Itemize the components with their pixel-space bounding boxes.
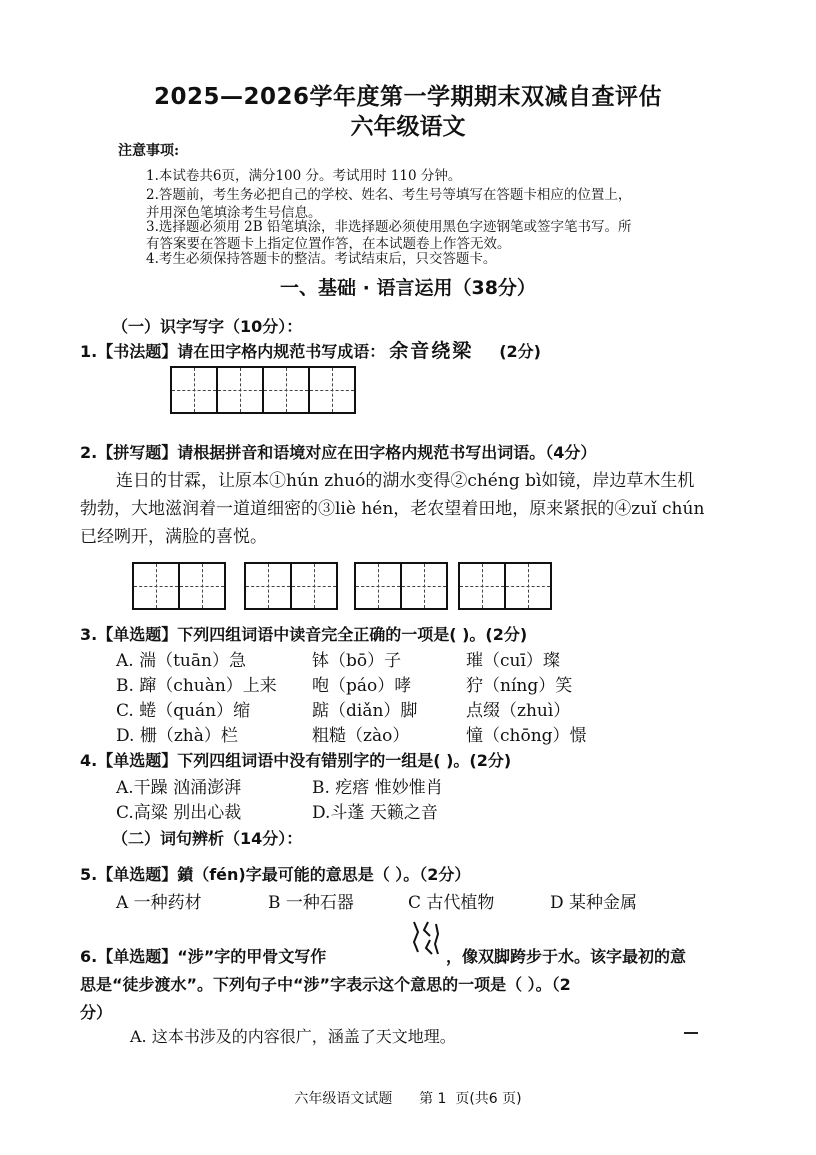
option-word: 点缀（zhuì） [466,701,571,721]
grid-cell[interactable] [458,562,506,610]
option-word: D. 栅（zhà）栏 [116,726,238,746]
page-footer: 六年级语文试题 第 1 页(共6 页) [294,1091,522,1107]
grid-cell[interactable] [216,366,264,414]
grid-cell[interactable] [308,366,356,414]
idiom: 余音绕梁 [389,340,474,362]
option-word: B. 蹿（chuàn）上来 [116,676,277,696]
question-5: 5.【单选题】鐼（fén)字最可能的意思是（ ）。（2分） [80,865,471,884]
option-a [312,646,401,671]
option-b: B 一种石器 [268,893,354,913]
question-6-line: ，像双脚跨步于水。该字最初的意 [446,947,687,966]
option-word: 踮（diǎn）脚 [312,701,418,721]
question-1 [80,336,541,363]
notes-heading: 注意事项: [118,143,180,159]
question-6-line: 思是“徒步渡水”。下列句子中“涉”字表示这个意思的一项是（ ）。（2 [80,975,571,994]
option-word: 粗糙（zào） [312,726,410,746]
note-line: 3.选择题必须用 2B 铅笔填涂，非选择题必须使用黑色字迹钢笔或签字笔书写。所 [146,219,632,235]
option-b [466,671,572,696]
grid-cell[interactable] [170,366,218,414]
writing-grid-q2-2[interactable] [244,562,336,610]
option-word: 钵（bō）子 [312,651,402,671]
option-b [312,671,411,696]
option-a [116,646,246,671]
writing-grid-q2-4[interactable] [458,562,550,610]
oracle-bone-glyph-icon [408,918,442,958]
note-line: 并用深色笔填涂考生号信息。 [146,205,322,221]
passage-line: 勃勃，大地滋润着一道道细密的③liè hén，老农望着田地，原来紧抿的④zuǐ chún [80,499,705,519]
writing-grid-q2-3[interactable] [354,562,446,610]
option-c [466,696,570,721]
grid-cell[interactable] [504,562,552,610]
grid-cell[interactable] [132,562,180,610]
writing-grid-q2-1[interactable] [132,562,224,610]
option-word: C. 蜷（quán）缩 [116,701,251,721]
note-line: 4.考生必须保持答题卡的整洁。考试结束后，只交答题卡。 [146,251,497,267]
part-heading: （一）识字写字（10分）： [112,317,303,336]
writing-grid-q1[interactable] [170,366,354,414]
passage-line: 已经咧开，满脸的喜悦。 [80,527,267,547]
score: (2分) [499,342,541,361]
option-word: A. 湍（tuān）急 [116,651,246,671]
option-b [116,671,277,696]
part-heading: （二）词句辨析（14分）： [112,829,303,848]
question-2: 2.【拼写题】请根据拼音和语境对应在田字格内规范书写出词语。（4分） [80,443,597,462]
option-word: 狞（níng）笑 [466,676,573,696]
stray-mark [684,1032,698,1034]
option-d [116,721,238,746]
question-6-line: 分） [80,1003,113,1022]
passage-line: 连日的甘霖，让原本①hún zhuó的湖水变得②chéng bì如镜，岸边草木生机 [116,471,695,491]
exam-subtitle: 六年级语文 [350,114,466,140]
option-word: 璀（cuī）璨 [466,651,560,671]
option-word: 咆（páo）哮 [312,676,412,696]
note-line: 2.答题前，考生务必把自己的学校、姓名、考生号等填写在答题卡相应的位置上， [146,187,632,203]
grid-cell[interactable] [354,562,402,610]
exam-title: 2025—2026学年度第一学期期末双减自查评估 [153,84,663,110]
grid-cell[interactable] [290,562,338,610]
grid-cell[interactable] [244,562,292,610]
option-d: D 某种金属 [550,893,638,913]
option-d: D.斗蓬 天籁之音 [312,803,438,823]
option-d [312,721,409,746]
option-a: A. 这本书涉及的内容很广，涵盖了天文地理。 [130,1027,456,1046]
question-6-line: 6.【单选题】“涉”字的甲骨文写作 [80,947,327,966]
question-4: 4.【单选题】下列四组词语中没有错别字的一组是( )。(2分) [80,751,512,770]
question-text: 1.【书法题】请在田字格内规范书写成语： [80,342,386,361]
option-d [466,721,587,746]
option-a: A.干躁 汹涌澎湃 [116,778,242,798]
option-c: C.高粱 别出心裁 [116,803,242,823]
option-c: C 古代植物 [408,893,495,913]
option-b: B. 疙瘩 惟妙惟肖 [312,778,443,798]
note-line: 有答案要在答题卡上指定位置作答，在本试题卷上作答无效。 [146,236,511,252]
option-a: A 一种药材 [116,893,202,913]
option-a [466,646,560,671]
grid-cell[interactable] [178,562,226,610]
note-line: 1.本试卷共6页，满分100 分。考试用时 110 分钟。 [146,168,462,184]
option-c [312,696,417,721]
grid-cell[interactable] [262,366,310,414]
option-c [116,696,250,721]
grid-cell[interactable] [400,562,448,610]
question-3: 3.【单选题】下列四组词语中读音完全正确的一项是( )。(2分) [80,625,528,644]
option-word: 憧（chōng）憬 [466,726,587,746]
section-title: 一、基础 · 语言运用（38分） [280,277,536,299]
